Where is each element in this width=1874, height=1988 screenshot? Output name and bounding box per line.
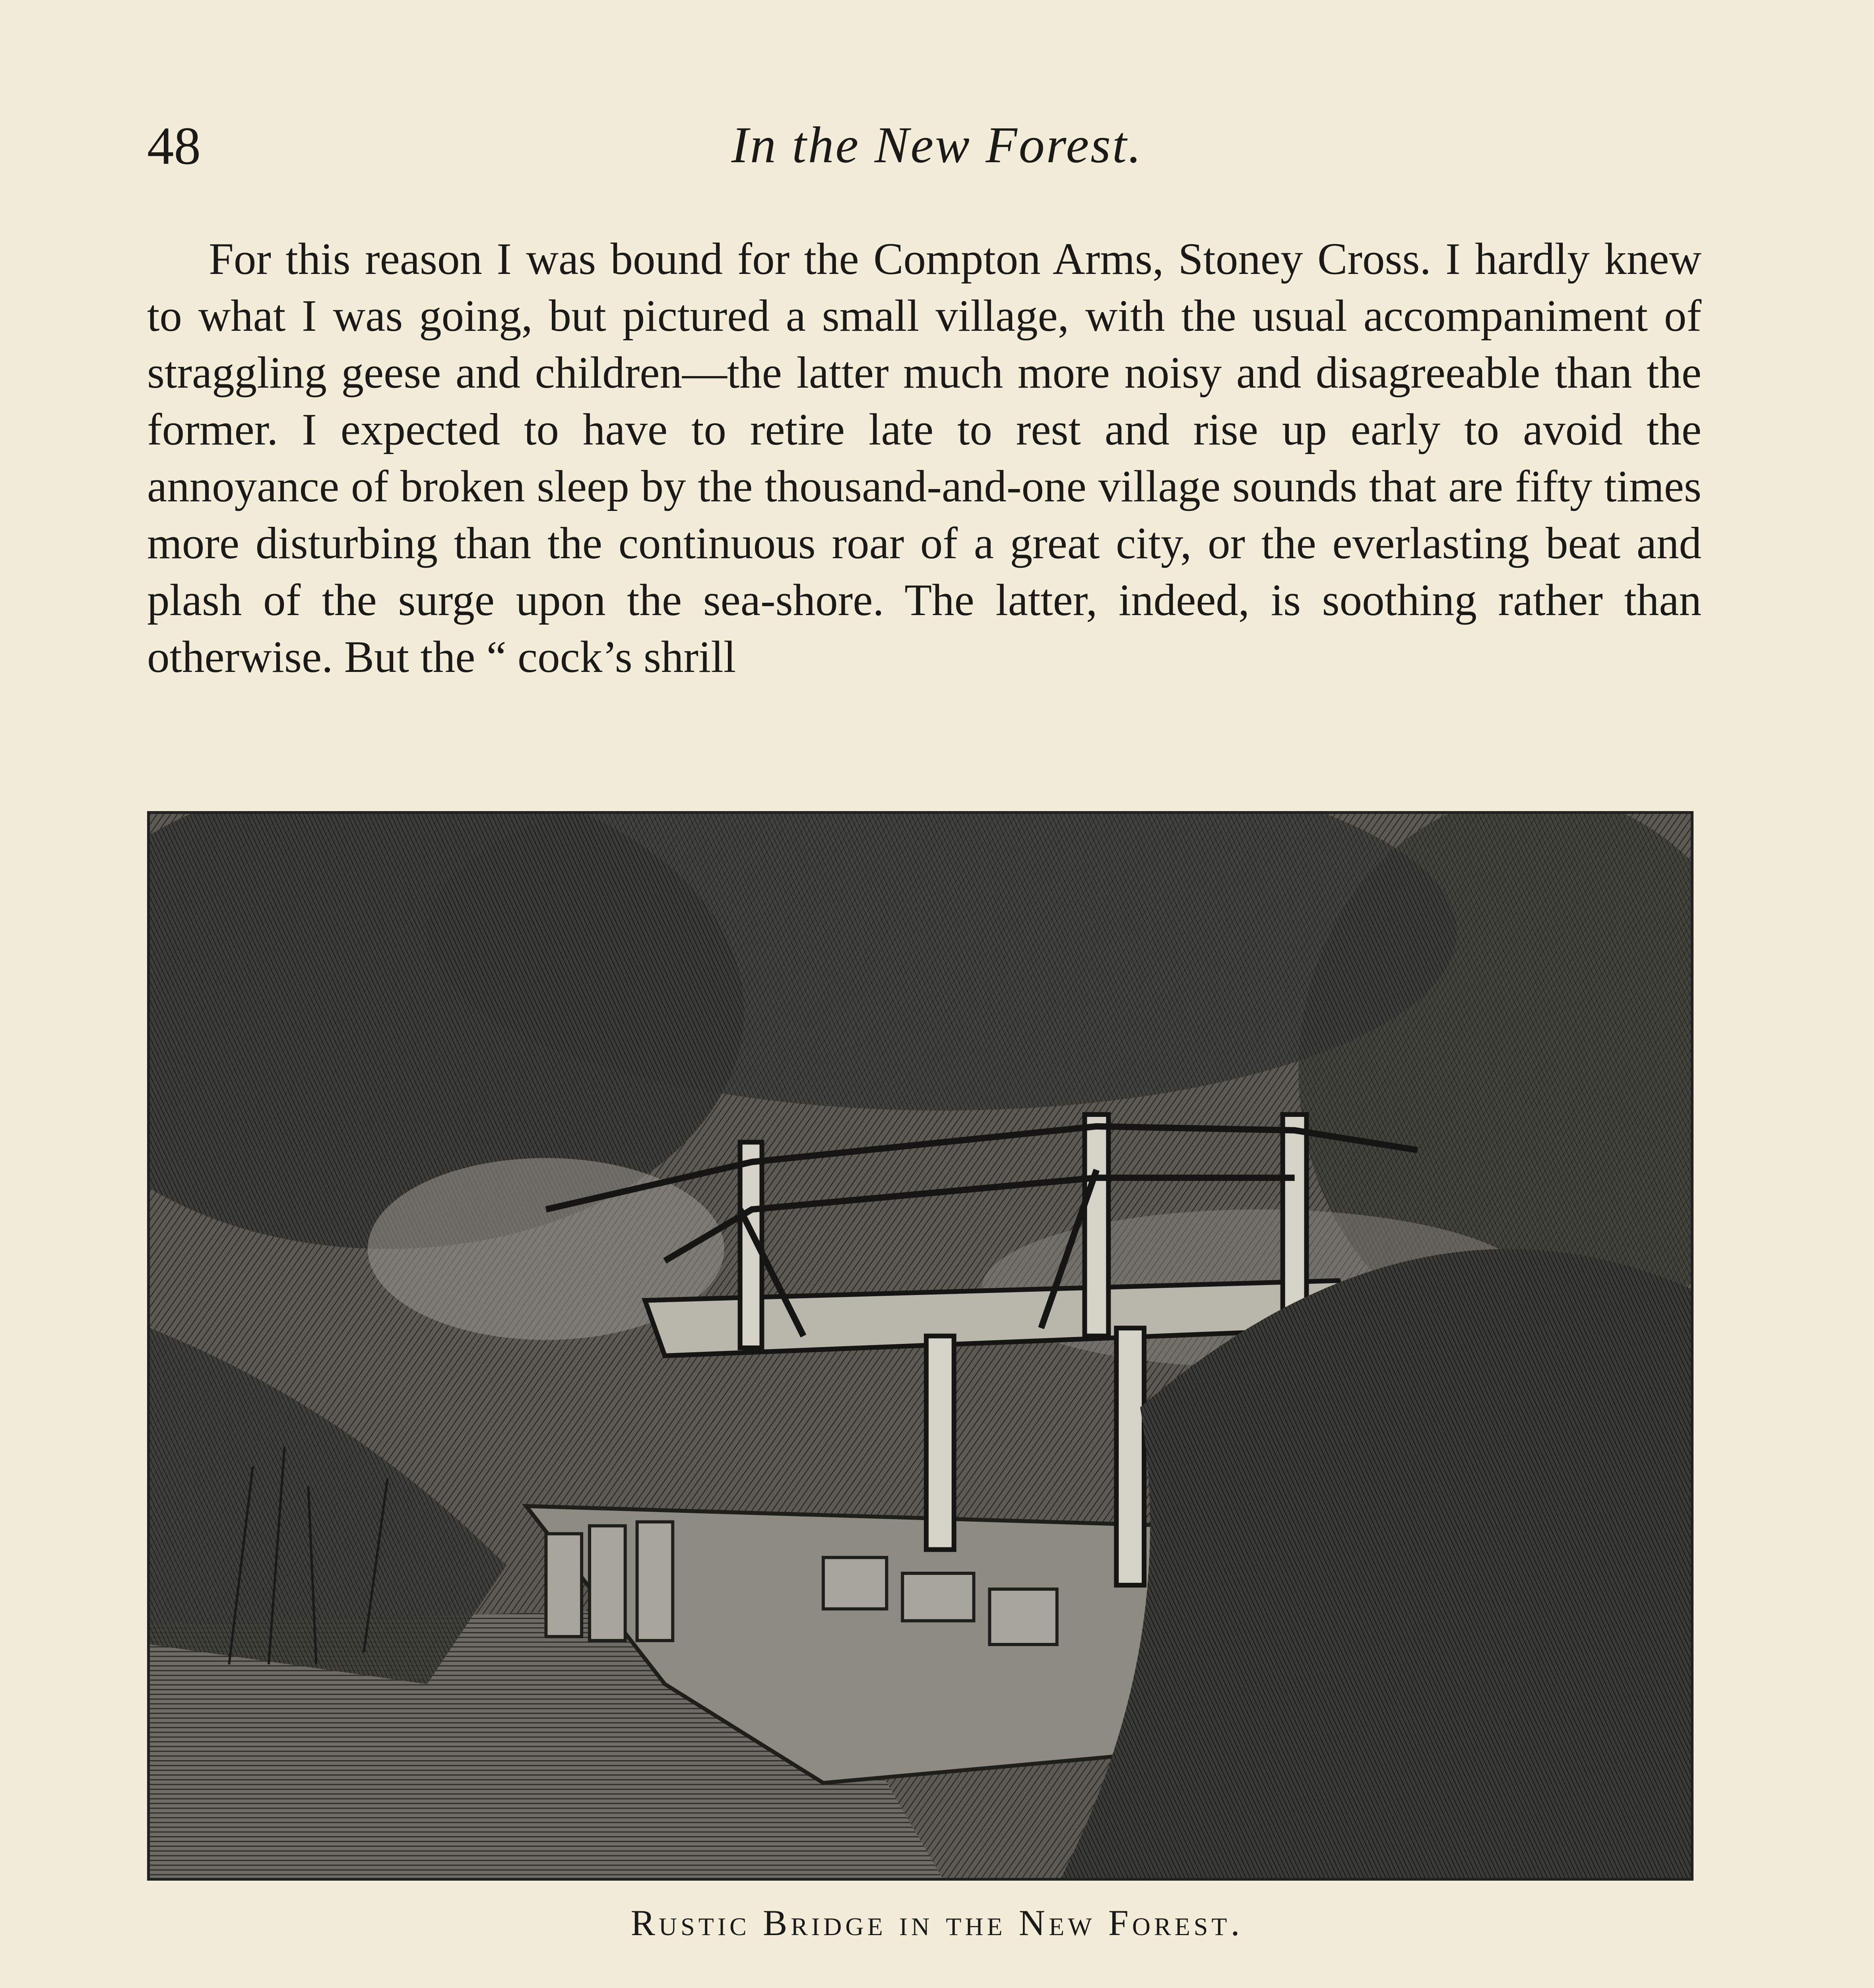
illustration-caption: Rustic Bridge in the New Forest. (630, 1903, 1244, 1943)
page-number: 48 (147, 116, 201, 176)
engraving-illustration (147, 811, 1694, 1881)
running-head: In the New Forest. (731, 116, 1143, 174)
paragraph-1: For this reason I was bound for the Compton Arms, Stoney Cross. I hardly knew to what I was going, but pictured a small village, with the usual accompaniment of straggling geese and children—the latter much more noisy and disagreeable than the former. I expected to have to retire late to rest and rise up early to avoid the annoyance of broken sleep by the thousand-and-one village sounds that are fifty times more disturbing than the continuous roar of a great city, or the everlasting beat and plash of the surge upon the sea-shore. The latter, indeed, is soothing rather than otherwise. But the “ cock’s shrill (147, 234, 1701, 682)
